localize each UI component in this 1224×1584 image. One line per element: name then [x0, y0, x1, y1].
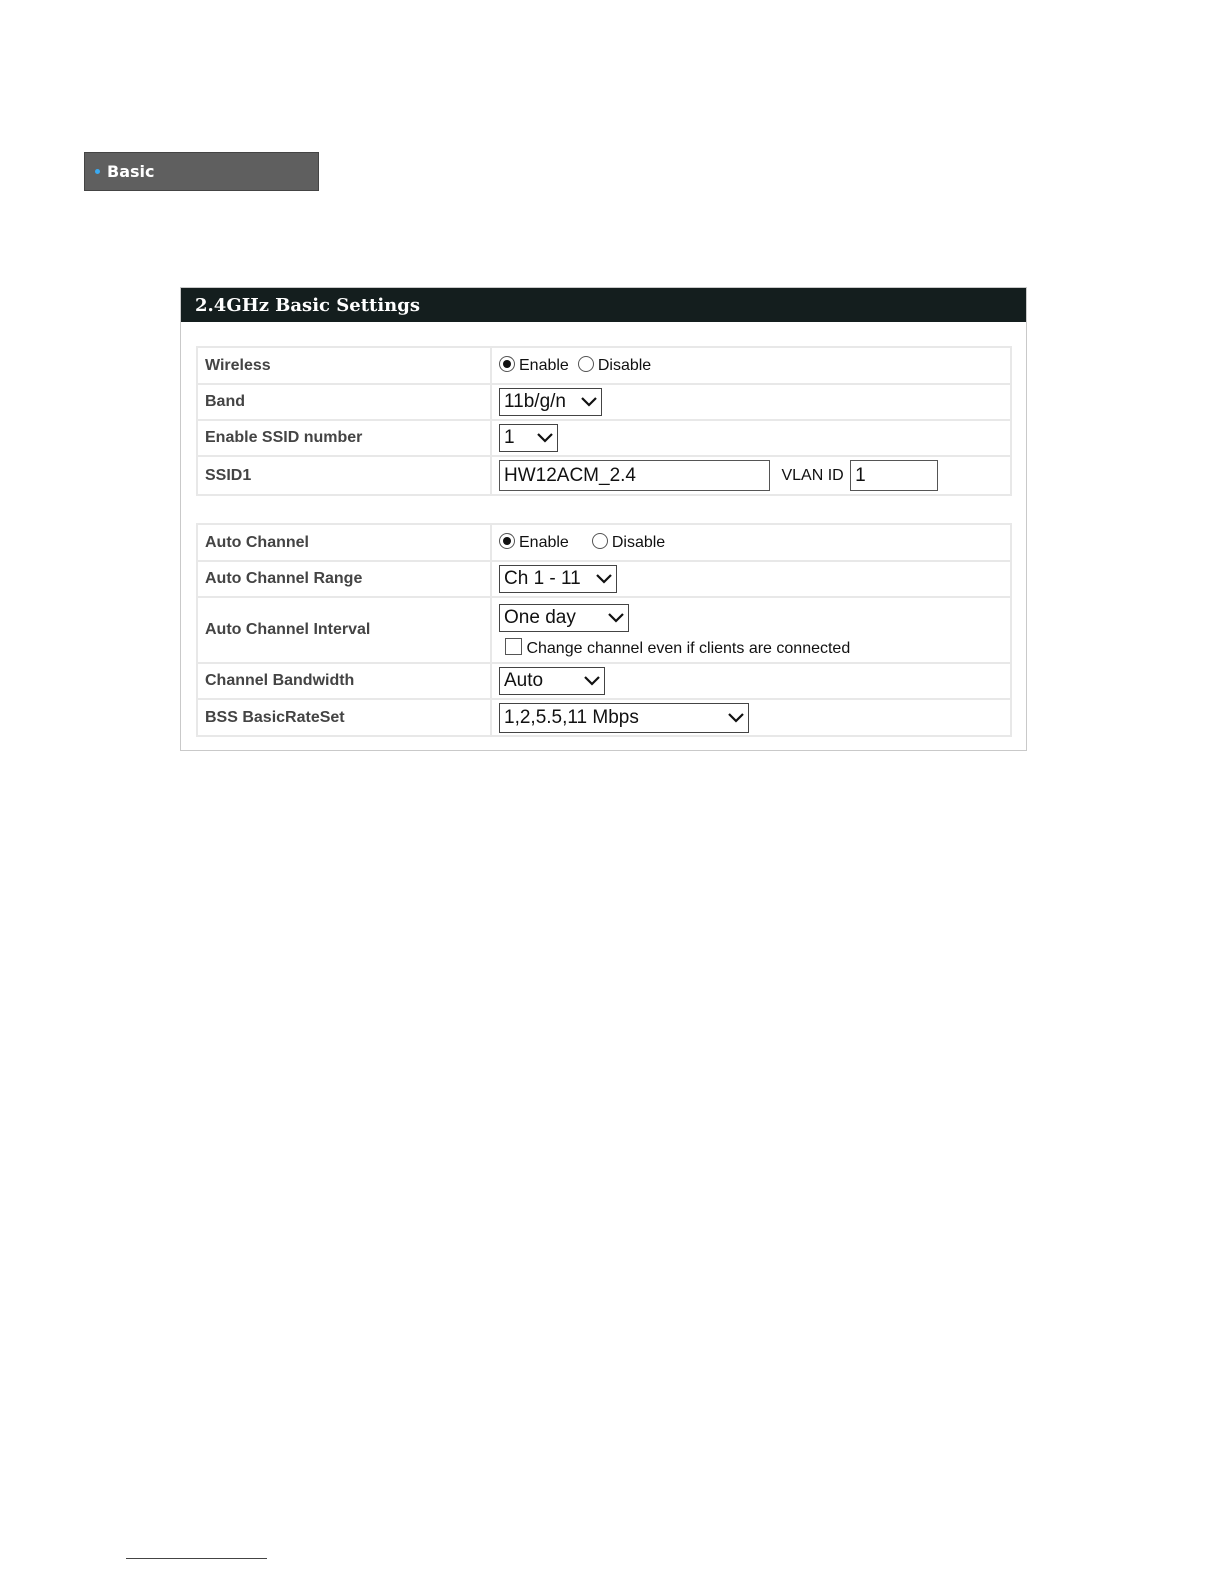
chevron-down-icon: [584, 676, 600, 686]
channel-settings-table: [196, 523, 1012, 737]
table-row: [197, 699, 1011, 736]
band-label: Band: [197, 384, 491, 420]
bullet-icon: [95, 169, 100, 174]
chevron-down-icon: [728, 713, 744, 723]
ssid-number-select-value: 1: [504, 427, 515, 448]
wireless-disable-radio[interactable]: [578, 356, 594, 372]
channel-bandwidth-value: Auto: [504, 670, 544, 691]
bss-basic-rate-set-value: 1,2,5.5,11 Mbps: [504, 706, 639, 728]
table-row: [197, 384, 1011, 420]
ssid1-label: SSID1: [197, 456, 491, 495]
table-row: [197, 420, 1011, 456]
table-row: [197, 456, 1011, 495]
chevron-down-icon: [608, 613, 624, 623]
channel-bandwidth-label: Channel Bandwidth: [197, 663, 491, 699]
auto-channel-interval-value: One day: [504, 607, 576, 628]
wireless-disable-label: Disable: [597, 357, 652, 374]
chevron-down-icon: [537, 433, 553, 443]
wireless-enable-radio[interactable]: [499, 356, 515, 372]
change-channel-checkbox-label: Change channel even if clients are connected: [526, 640, 851, 657]
auto-channel-enable-label: Enable: [519, 534, 569, 551]
ssid-number-select[interactable]: [499, 424, 558, 452]
table-row: [197, 524, 1011, 561]
vlan-id-input[interactable]: 1: [850, 460, 938, 491]
band-select[interactable]: [499, 388, 602, 416]
table-row: [197, 597, 1011, 663]
chevron-down-icon: [581, 397, 597, 407]
table-row: [197, 561, 1011, 597]
bss-basic-rate-set-select[interactable]: [499, 703, 749, 733]
wireless-options: [491, 347, 1011, 384]
channel-bandwidth-select[interactable]: [499, 667, 605, 695]
basic-settings-panel: [180, 287, 1027, 751]
table-row: [197, 663, 1011, 699]
menu-item-basic[interactable]: [84, 152, 319, 191]
band-select-value: 11b/g/n: [504, 391, 566, 412]
bss-basic-rate-set-label: BSS BasicRateSet: [197, 699, 491, 736]
menu-item-label: Basic: [107, 162, 155, 181]
auto-channel-interval-select[interactable]: [499, 604, 629, 632]
wireless-label: Wireless: [197, 347, 491, 384]
footnote-separator: [126, 1558, 267, 1559]
auto-channel-range-label: Auto Channel Range: [197, 561, 491, 597]
auto-channel-interval-label: Auto Channel Interval: [197, 597, 491, 663]
ssid-number-label: Enable SSID number: [197, 420, 491, 456]
wireless-settings-table: [196, 346, 1012, 496]
auto-channel-enable-radio[interactable]: [499, 533, 515, 549]
wireless-enable-label: Enable: [519, 357, 569, 374]
auto-channel-disable-radio[interactable]: [592, 533, 608, 549]
ssid1-input[interactable]: HW12ACM_2.4: [499, 460, 770, 491]
panel-title: 2.4GHz Basic Settings: [181, 288, 1026, 322]
auto-channel-disable-label: Disable: [611, 534, 666, 551]
auto-channel-range-select[interactable]: [499, 565, 617, 593]
auto-channel-range-value: Ch 1 - 11: [504, 568, 581, 589]
change-channel-checkbox[interactable]: [505, 638, 522, 655]
vlan-id-label: VLAN ID: [781, 466, 844, 484]
auto-channel-label: Auto Channel: [197, 524, 491, 561]
chevron-down-icon: [596, 574, 612, 584]
table-row: [197, 347, 1011, 384]
